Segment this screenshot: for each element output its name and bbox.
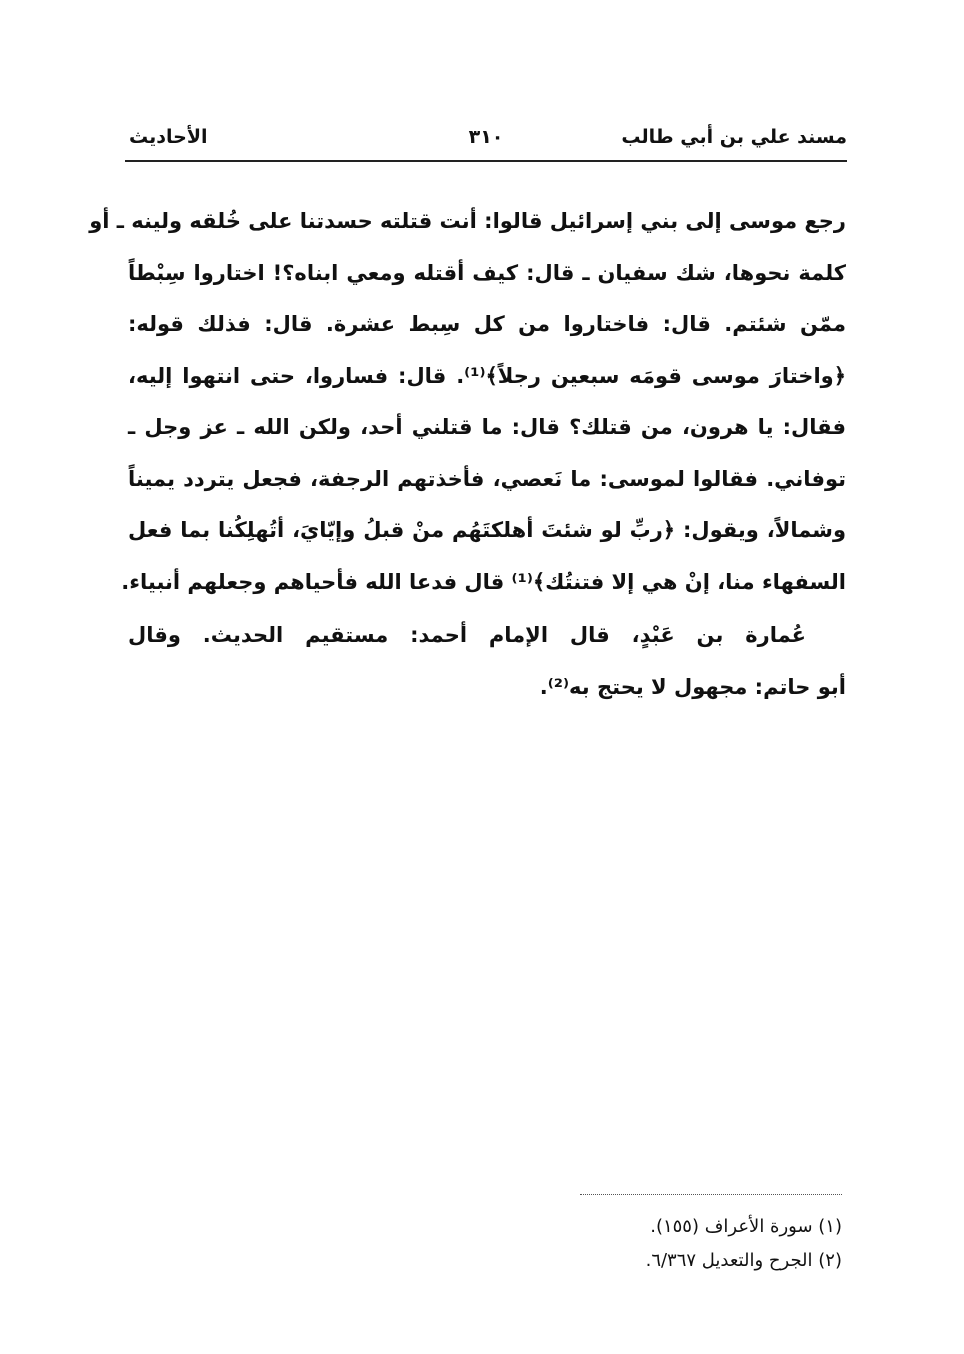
- narrator-note-line: أبو حاتم: مجهول لا يحتج به⁽²⁾.: [539, 674, 846, 699]
- page-number: ٣١٠: [468, 126, 504, 148]
- footnotes: [300, 1210, 842, 1278]
- narrator-note: [128, 610, 846, 713]
- text-line: السفهاء منا، إنْ هي إلا فتنتُك﴾⁽¹⁾ قال فدعا الله فأحياهم وجعلهم أنبياء.: [121, 569, 846, 594]
- text-line: رجع موسى إلى بني إسرائيل قالوا: أنت قتلته حسدتنا على خُلقه ولينه ـ أو: [89, 209, 846, 233]
- hadith-body: [89, 196, 846, 608]
- narrator-note-line: عُمارة بن عَبْدٍ، قال الإمام أحمد: مستقيم الحديث. وقال: [128, 623, 806, 647]
- text-line: وشمالاً، ويقول: ﴿ربِّ لو شئتَ أهلكتَهُم منْ قبلُ وإيّايَ، أتُهلِكُنا بما فعل: [128, 518, 846, 542]
- footnote-separator: [580, 1194, 842, 1195]
- footnote: (١) سورة الأعراف (١٥٥).: [650, 1216, 842, 1237]
- text-line: فقال: يا هرون، من قتلك؟ قال: ما قتلني أحد، ولكن الله ـ عز وجل ـ: [128, 415, 846, 439]
- text-line: ﴿واختارَ موسى قومَه سبعين رجلاً﴾⁽¹⁾. قال: فساروا، حتى انتهوا إليه،: [128, 363, 846, 388]
- text-line: كلمة نحوها، شك سفيان ـ قال: كيف أقتله ومعي ابناه؟! اختاروا سِبْطاً: [128, 260, 846, 285]
- footnote: (٢) الجرح والتعديل ٦/٣٦٧.: [645, 1250, 842, 1271]
- text-line: توفاني. فقالوا لموسى: ما نَعصي، فأخذتهم الرجفة، فجعل يتردد يميناً: [128, 466, 846, 491]
- text-line: ممّن شئتم. قال: فاختاروا من كل سِبط عشرة. قال: فذلك قوله:: [128, 312, 846, 336]
- header-rule: [125, 160, 847, 162]
- section-title: الأحاديث: [129, 126, 208, 148]
- book-title: مسند علي بن أبي طالب: [621, 126, 847, 148]
- running-header: [125, 120, 847, 160]
